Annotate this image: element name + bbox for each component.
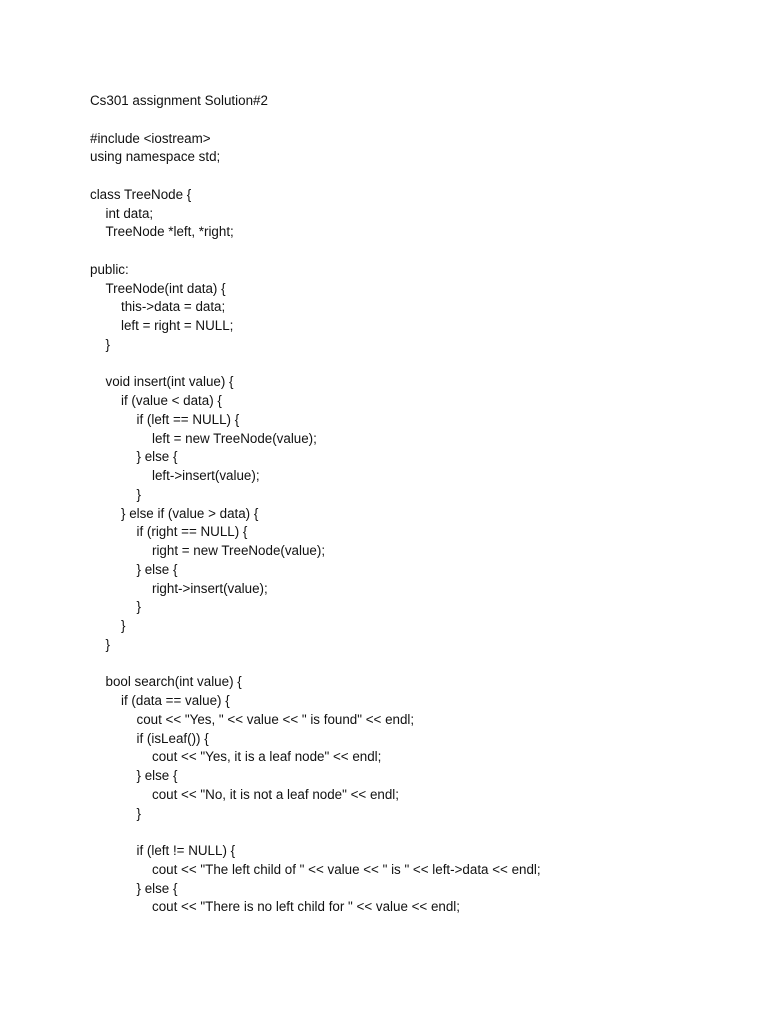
code-line: } [105,336,110,352]
code-line: int data; [105,205,154,221]
code-line: if (left != NULL) { [136,843,236,858]
code-line: right = new TreeNode(value); [152,543,326,558]
code-line: } [136,805,141,821]
code-line: cout << "No, it is not a leaf node" << endl; [152,786,399,802]
code-line: if (isLeaf()) { [136,730,209,746]
code-line: } else if (value > data) { [121,505,259,521]
code-line: if (left == NULL) { [136,411,240,427]
code-line: } else { [136,449,178,465]
code-line: } [136,599,141,615]
code-line: } [105,636,110,652]
code-line: left = right = NULL; [121,318,234,333]
code-line: cout << "The left child of " << value << " is " << left->data << endl; [152,861,541,877]
code-line: cout << "Yes, it is a leaf node" << endl; [152,749,382,765]
code-line: } else { [136,768,178,783]
code-line: right->insert(value); [152,580,268,596]
code-line: class TreeNode { [90,186,192,202]
code-block [90,130,541,918]
code-line: TreeNode(int data) { [105,280,226,296]
document-title: Cs301 assignment Solution#2 [90,93,268,108]
code-line: using namespace std; [90,149,221,165]
code-line: #include <iostream> [90,130,211,146]
code-line: } else { [136,880,178,896]
code-line: if (value < data) { [121,393,222,408]
code-line: cout << "Yes, " << value << " is found" << endl; [136,711,415,727]
blank-line [90,655,541,674]
code-line: left = new TreeNode(value); [152,430,317,446]
code-line: this->data = data; [121,299,226,315]
code-line: left->insert(value); [152,468,260,483]
blank-line [90,823,541,842]
code-line: } else { [136,561,178,577]
code-line: if (right == NULL) { [136,524,248,540]
code-line: cout << "There is no left child for " << value << endl; [152,899,461,915]
code-line: TreeNode *left, *right; [105,224,234,240]
blank-line [90,242,541,261]
code-line: } [136,486,141,502]
code-line: bool search(int value) { [105,674,242,690]
code-line: } [121,618,126,633]
code-line: public: [90,261,129,277]
blank-line [90,355,541,374]
code-line: void insert(int value) { [105,374,234,390]
blank-line [90,167,541,186]
code-line: if (data == value) { [121,693,230,708]
